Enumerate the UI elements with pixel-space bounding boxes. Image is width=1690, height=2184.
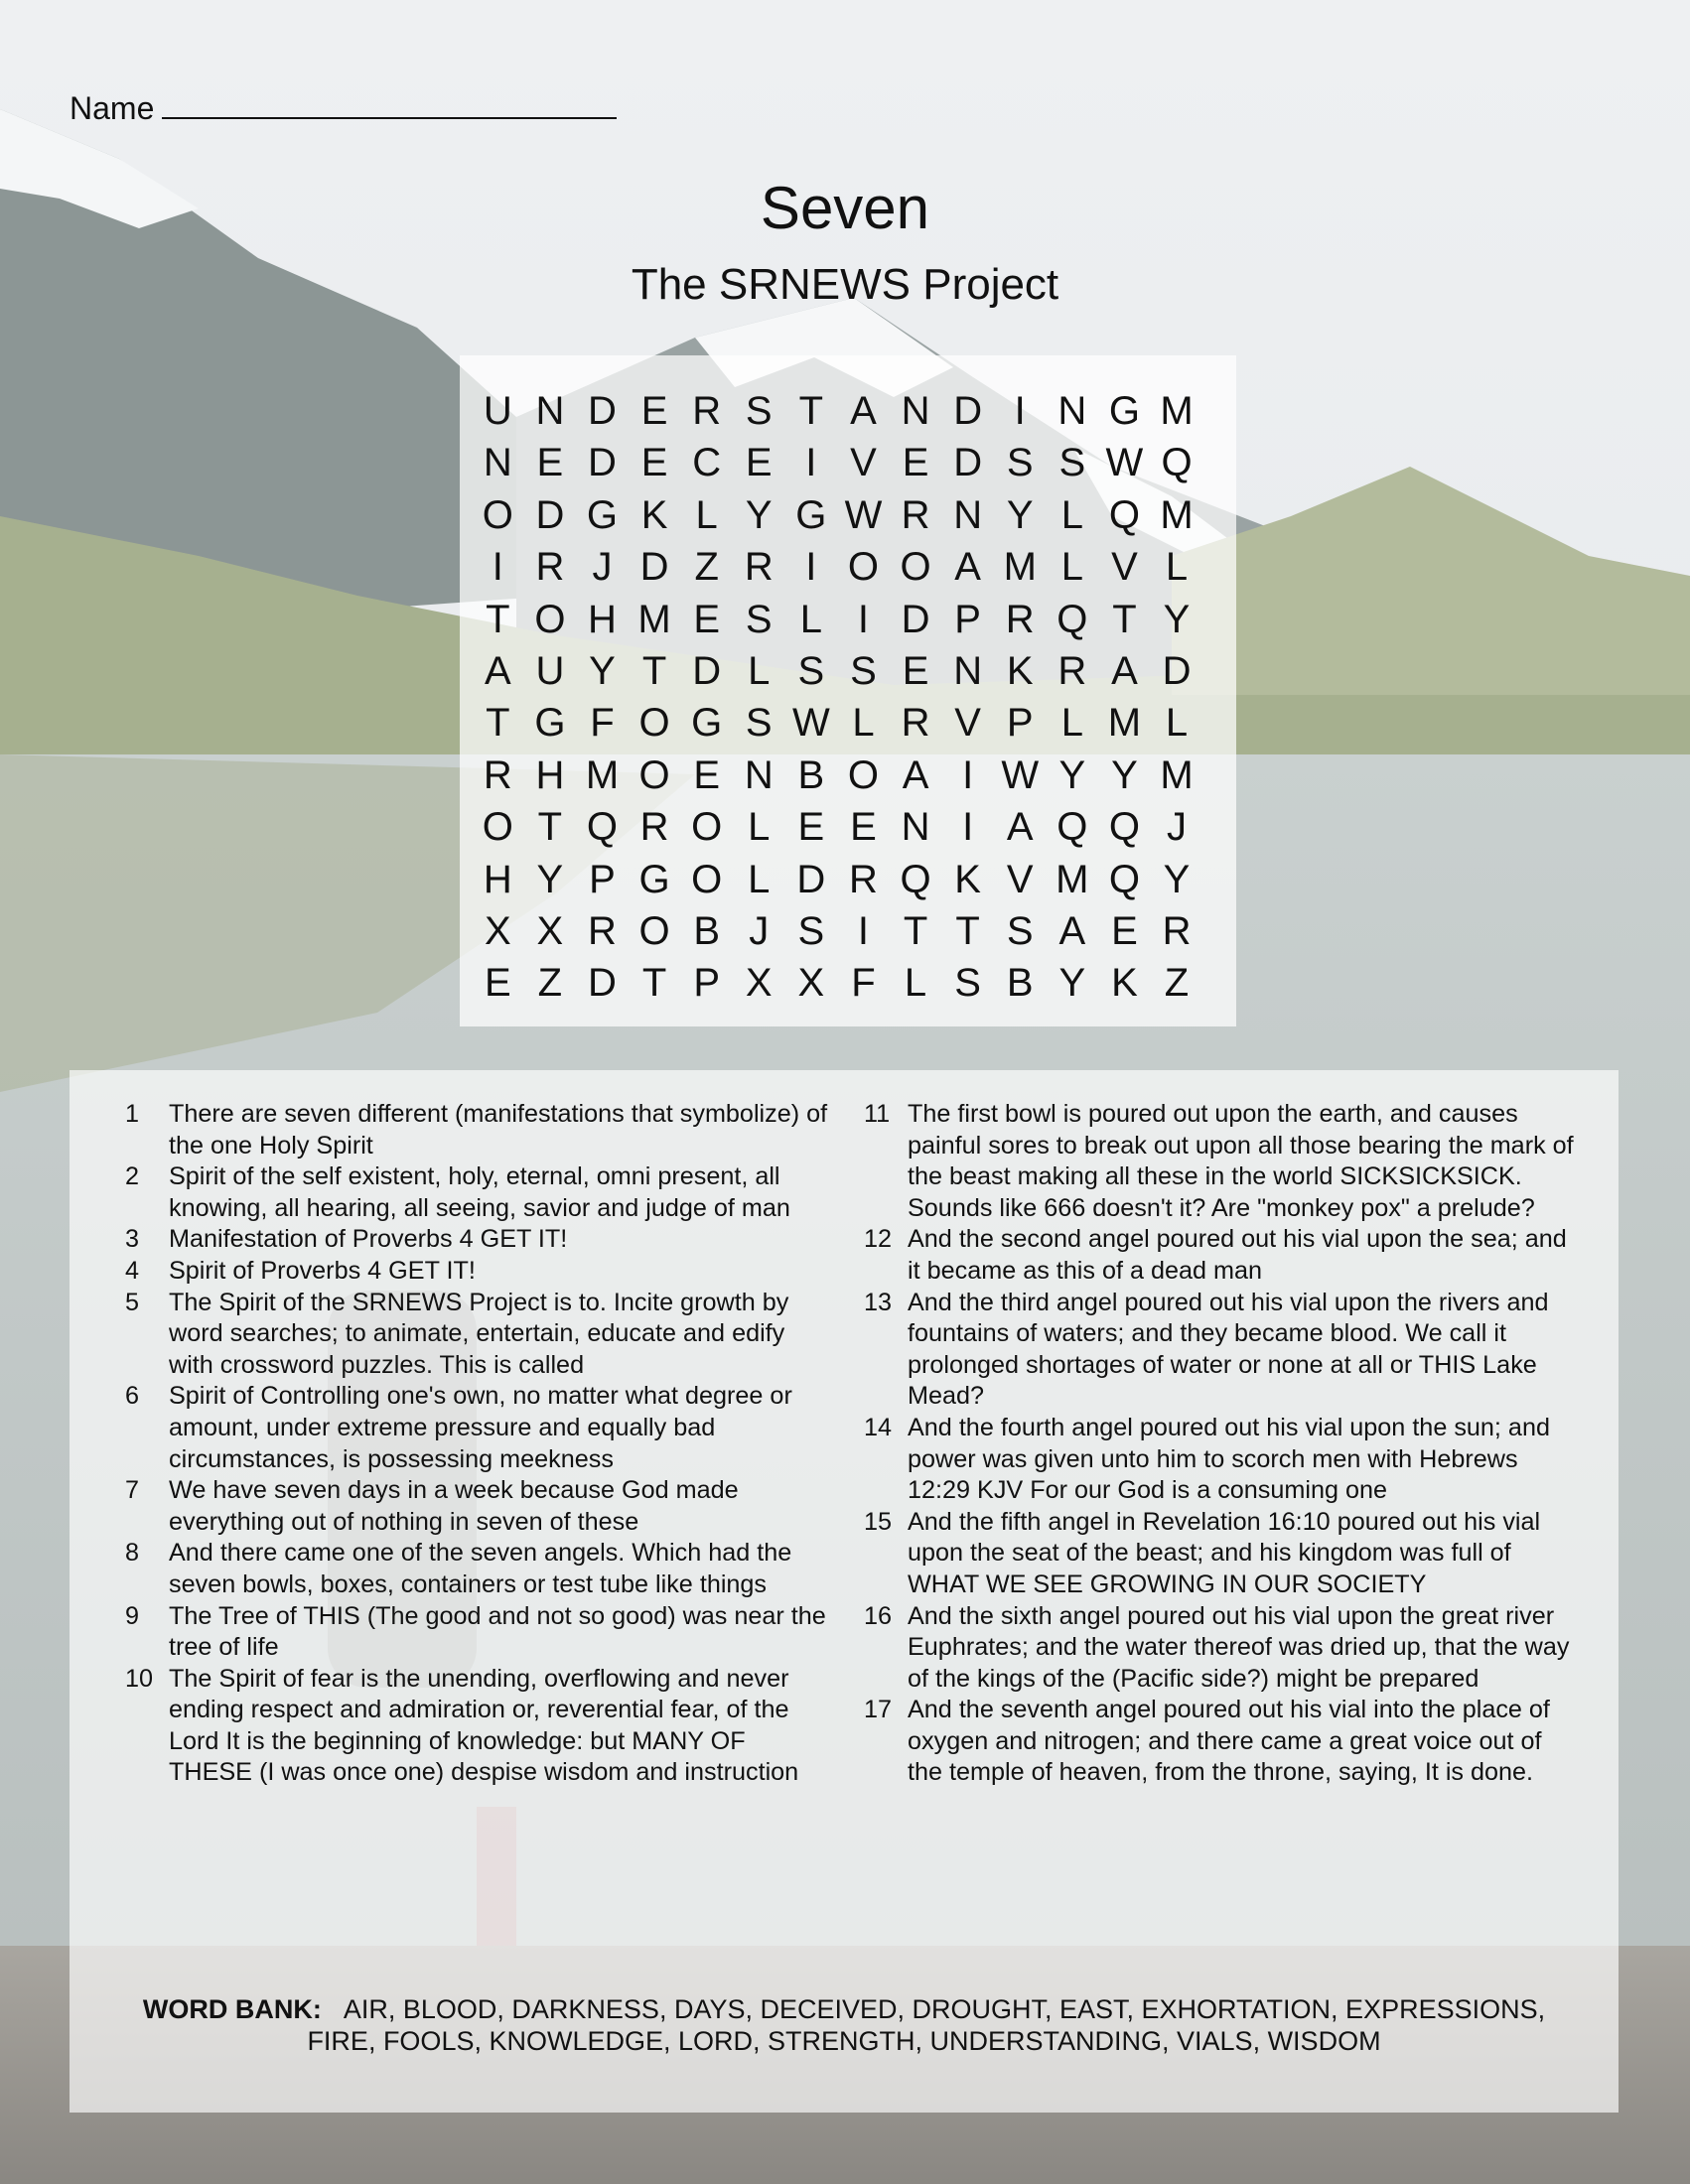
grid-letter: L (1165, 545, 1189, 590)
grid-letter: Q (1161, 441, 1193, 485)
grid-letter: G (586, 492, 619, 537)
clue-number: 6 (125, 1382, 140, 1411)
grid-letter: L (748, 648, 771, 693)
grid-letter: I (805, 441, 817, 485)
grid-letter: E (745, 441, 773, 485)
grid-letter: Y (1163, 857, 1191, 901)
grid-letter: B (693, 908, 721, 953)
grid-letter: Y (589, 648, 616, 693)
clue-item (864, 1413, 1579, 1507)
grid-letter: T (955, 908, 980, 953)
clue-text: And the second angel poured out his vial upon the sea; and it became as this of a dead man (908, 1225, 1567, 1285)
clue-number: 4 (125, 1256, 140, 1285)
grid-letter: L (1165, 701, 1189, 746)
grid-letter: V (1111, 545, 1138, 590)
grid-letter: E (640, 389, 668, 433)
grid-row (472, 437, 1230, 488)
grid-letter: S (745, 597, 773, 641)
grid-letter: O (638, 752, 670, 797)
grid-letter: N (1057, 389, 1087, 433)
grid-letter: O (847, 752, 880, 797)
grid-letter: B (1006, 961, 1034, 1006)
grid-letter: S (850, 648, 877, 693)
grid-letter: Z (694, 545, 719, 590)
grid-letter: R (692, 389, 722, 433)
clue-text: The Spirit of fear is the unending, overflowing and never ending respect and admiration or, reverential fear, of the Lord It is the beginning of knowledge: but MANY OF THESE (I was once one) despise wisdom and instruction (169, 1664, 799, 1787)
grid-letter: O (691, 805, 723, 850)
grid-row (472, 905, 1230, 957)
grid-letter: M (1160, 389, 1194, 433)
grid-letter: S (797, 648, 825, 693)
grid-letter: S (1006, 908, 1034, 953)
grid-letter: I (857, 597, 870, 641)
grid-letter: E (902, 441, 929, 485)
clue-number: 3 (125, 1225, 140, 1254)
grid-letter: K (1111, 961, 1138, 1006)
grid-letter: A (1006, 805, 1034, 850)
grid-letter: N (483, 441, 512, 485)
grid-letter: N (744, 752, 774, 797)
grid-letter: W (791, 701, 830, 746)
grid-letter: P (693, 961, 721, 1006)
grid-letter: L (1060, 492, 1083, 537)
grid-letter: E (640, 441, 668, 485)
grid-letter: Q (1108, 857, 1140, 901)
grid-letter: D (953, 389, 983, 433)
word-bank (70, 1993, 1619, 2057)
clue-item (864, 1224, 1579, 1287)
grid-letter: M (1160, 492, 1194, 537)
grid-letter: M (1003, 545, 1037, 590)
grid-letter: Y (1006, 492, 1034, 537)
grid-letter: T (486, 597, 510, 641)
grid-letter: M (585, 752, 620, 797)
grid-letter: O (482, 805, 513, 850)
grid-letter: N (953, 492, 983, 537)
clue-number: 12 (864, 1225, 893, 1254)
grid-letter: L (1060, 701, 1083, 746)
grid-letter: Y (745, 492, 773, 537)
grid-letter: C (692, 441, 722, 485)
grid-letter: D (588, 441, 617, 485)
grid-letter: Q (1056, 597, 1088, 641)
grid-letter: S (745, 389, 773, 433)
clue-text: Spirit of the self existent, holy, eternal, omni present, all knowing, all hearing, all seeing, savior and judge of man (169, 1162, 790, 1222)
grid-letter: R (535, 545, 565, 590)
grid-letter: F (590, 701, 615, 746)
grid-letter: P (1006, 701, 1034, 746)
grid-letter: U (483, 389, 512, 433)
grid-letter: T (486, 701, 510, 746)
grid-letter: D (901, 597, 930, 641)
clue-text: The Tree of THIS (The good and not so good) was near the tree of life (169, 1601, 826, 1662)
name-label: Name (70, 90, 155, 126)
clue-item (117, 1224, 832, 1256)
clue-number: 11 (864, 1100, 891, 1128)
grid-letter: G (691, 701, 723, 746)
grid-letter: A (1111, 648, 1138, 693)
grid-letter: O (638, 701, 670, 746)
grid-letter: W (844, 492, 883, 537)
clue-number: 9 (125, 1601, 140, 1630)
grid-letter: R (901, 492, 930, 537)
clue-text: The Spirit of the SRNEWS Project is to. Incite growth by word searches; to animate, entertain, educate and edify with crossword puzzles. This is called (169, 1288, 789, 1379)
grid-letter: O (847, 545, 880, 590)
grid-letter: R (901, 701, 930, 746)
grid-letter: K (1006, 648, 1034, 693)
grid-letter: Q (1056, 805, 1088, 850)
clue-text: Manifestation of Proverbs 4 GET IT! (169, 1225, 568, 1254)
grid-letter: F (851, 961, 876, 1006)
grid-row (472, 541, 1230, 593)
grid-letter: G (638, 857, 670, 901)
clues-column-right (864, 1099, 1579, 1789)
clue-text: The first bowl is poured out upon the earth, and causes painful sores to break out upon all those bearing the mark of the beast making all these in the world SICKSICKSICK. Sounds like 666 doesn't it? Are "monkey pox" a prelude? (908, 1100, 1574, 1222)
grid-letter: Y (1058, 961, 1086, 1006)
grid-letter: X (745, 961, 773, 1006)
grid-letter: H (535, 752, 565, 797)
clue-text: And the fifth angel in Revelation 16:10 poured out his vial upon the seat of the beast; and his kingdom was full of WHAT WE SEE GROWING IN OUR SOCIETY (908, 1507, 1541, 1598)
grid-letter: E (902, 648, 929, 693)
clue-number: 8 (125, 1539, 140, 1568)
grid-letter: E (536, 441, 564, 485)
grid-letter: W (1105, 441, 1144, 485)
grid-letter: O (638, 908, 670, 953)
grid-letter: T (903, 908, 928, 953)
grid-letter: U (535, 648, 565, 693)
grid-letter: V (1006, 857, 1034, 901)
grid-letter: E (484, 961, 511, 1006)
grid-row (472, 594, 1230, 645)
clue-number: 15 (864, 1507, 893, 1536)
grid-row (472, 489, 1230, 541)
grid-letter: G (1108, 389, 1140, 433)
clue-text: We have seven days in a week because God made everything out of nothing in seven of these (169, 1476, 739, 1536)
grid-letter: N (901, 805, 930, 850)
grid-letter: O (691, 857, 723, 901)
grid-letter: L (852, 701, 875, 746)
grid-letter: S (797, 908, 825, 953)
grid-letter: G (534, 701, 566, 746)
grid-letter: I (962, 752, 974, 797)
grid-letter: V (954, 701, 981, 746)
clue-item (117, 1475, 832, 1538)
grid-letter: I (805, 545, 817, 590)
clue-item (117, 1161, 832, 1224)
grid-letter: M (1160, 752, 1194, 797)
grid-row (472, 385, 1230, 437)
word-bank-label: WORD BANK: (142, 1994, 322, 2024)
clues-column-left (117, 1099, 832, 1789)
grid-letter: G (795, 492, 827, 537)
clue-item (864, 1507, 1579, 1601)
grid-letter: D (1162, 648, 1192, 693)
clue-number: 2 (125, 1162, 140, 1191)
grid-letter: Z (537, 961, 563, 1006)
grid-letter: S (954, 961, 981, 1006)
grid-letter: L (904, 961, 927, 1006)
clue-item (864, 1695, 1579, 1789)
grid-letter: S (745, 701, 773, 746)
grid-letter: W (1001, 752, 1040, 797)
clue-text: And the third angel poured out his vial upon the rivers and fountains of waters; and they became blood. We call it prolonged shortages of water or none at all or THIS Lake Mead? (908, 1288, 1549, 1411)
grid-letter: D (535, 492, 565, 537)
grid-letter: R (744, 545, 774, 590)
name-blank (162, 87, 617, 119)
grid-letter: Y (536, 857, 564, 901)
page-subtitle: The SRNEWS Project (631, 260, 1059, 309)
grid-letter: H (483, 857, 512, 901)
clue-text: Spirit of Controlling one's own, no matter what degree or amount, under extreme pressure and equally bad circumstances, is possessing meekness (169, 1382, 792, 1473)
clue-item (117, 1099, 832, 1161)
grid-letter: R (1005, 597, 1035, 641)
grid-letter: D (639, 545, 669, 590)
grid-letter: I (492, 545, 503, 590)
grid-row (472, 801, 1230, 853)
clue-item (864, 1601, 1579, 1696)
grid-letter: X (797, 961, 825, 1006)
clue-number: 5 (125, 1288, 140, 1316)
grid-letter: M (1056, 857, 1089, 901)
grid-letter: A (484, 648, 511, 693)
clue-item (864, 1099, 1579, 1224)
clue-number: 1 (125, 1100, 140, 1128)
grid-letter: S (1006, 441, 1034, 485)
grid-letter: E (850, 805, 877, 850)
grid-letter: E (693, 752, 721, 797)
grid-letter: I (1014, 389, 1026, 433)
grid-letter: L (695, 492, 718, 537)
grid-row (472, 957, 1230, 1009)
clue-number: 17 (864, 1696, 893, 1724)
grid-letter: D (796, 857, 826, 901)
grid-letter: O (534, 597, 566, 641)
grid-letter: L (799, 597, 822, 641)
grid-letter: N (901, 389, 930, 433)
grid-row (472, 645, 1230, 697)
word-search-grid (472, 385, 1230, 1010)
grid-letter: K (640, 492, 668, 537)
clues-panel (70, 1070, 1619, 2113)
grid-letter: Q (1108, 492, 1140, 537)
grid-letter: E (693, 597, 721, 641)
grid-letter: A (954, 545, 981, 590)
grid-letter: D (692, 648, 722, 693)
clue-item (117, 1381, 832, 1475)
name-field-line (70, 87, 617, 127)
word-bank-line-2: FIRE, FOOLS, KNOWLEDGE, LORD, STRENGTH, UNDERSTANDING, VIALS, WISDOM (307, 2026, 1381, 2056)
grid-letter: B (797, 752, 825, 797)
grid-letter: R (588, 908, 617, 953)
grid-letter: T (1112, 597, 1137, 641)
grid-letter: A (902, 752, 929, 797)
clue-number: 16 (864, 1601, 893, 1630)
grid-row (472, 697, 1230, 749)
grid-letter: Y (1058, 752, 1086, 797)
grid-letter: P (589, 857, 616, 901)
grid-letter: J (1167, 805, 1188, 850)
clue-number: 13 (864, 1288, 893, 1316)
grid-letter: A (850, 389, 877, 433)
grid-letter: E (797, 805, 825, 850)
grid-letter: O (900, 545, 931, 590)
grid-letter: Q (900, 857, 931, 901)
page-title: Seven (760, 175, 930, 241)
grid-letter: A (1058, 908, 1086, 953)
grid-letter: R (483, 752, 512, 797)
clue-text: And the sixth angel poured out his vial upon the great river Euphrates; and the water thereof was dried up, that the way of the kings of the (Pacific side?) might be prepared (908, 1601, 1570, 1693)
grid-letter: Z (1164, 961, 1190, 1006)
clue-text: And the seventh angel poured out his vial into the place of oxygen and nitrogen; and there came a great voice out of the temple of heaven, from the throne, saying, It is done. (908, 1696, 1550, 1787)
clue-text: And the fourth angel poured out his vial upon the sun; and power was given unto him to scorch men with Hebrews 12:29 KJV For our God is a consuming one (908, 1413, 1550, 1505)
grid-letter: T (641, 648, 667, 693)
grid-letter: M (637, 597, 671, 641)
clue-item (117, 1601, 832, 1664)
grid-letter: X (484, 908, 511, 953)
grid-letter: X (536, 908, 564, 953)
clue-text: Spirit of Proverbs 4 GET IT! (169, 1256, 476, 1285)
grid-letter: T (798, 389, 824, 433)
grid-letter: L (1060, 545, 1083, 590)
grid-letter: E (1111, 908, 1138, 953)
grid-letter: I (857, 908, 870, 953)
word-search-panel (460, 355, 1236, 1026)
grid-letter: I (962, 805, 974, 850)
grid-row (472, 854, 1230, 905)
grid-letter: S (1058, 441, 1086, 485)
grid-letter: T (641, 961, 667, 1006)
clue-number: 10 (125, 1664, 154, 1693)
grid-letter: V (850, 441, 877, 485)
grid-letter: T (537, 805, 563, 850)
clue-item (864, 1288, 1579, 1413)
grid-letter: L (748, 805, 771, 850)
grid-letter: M (1107, 701, 1142, 746)
grid-letter: N (953, 648, 983, 693)
clue-text: And there came one of the seven angels. Which had the seven bowls, boxes, containers or test tube like things (169, 1539, 792, 1598)
grid-letter: O (482, 492, 513, 537)
grid-letter: D (953, 441, 983, 485)
grid-letter: D (588, 961, 617, 1006)
grid-letter: R (849, 857, 878, 901)
grid-letter: N (535, 389, 565, 433)
grid-letter: P (954, 597, 981, 641)
word-bank-line-1: AIR, BLOOD, DARKNESS, DAYS, DECEIVED, DROUGHT, EAST, EXHORTATION, EXPRESSIONS, (343, 1994, 1546, 2024)
grid-letter: K (954, 857, 981, 901)
clue-item (117, 1664, 832, 1789)
grid-letter: J (749, 908, 770, 953)
grid-letter: L (748, 857, 771, 901)
grid-row (472, 750, 1230, 801)
clue-text: There are seven different (manifestations that symbolize) of the one Holy Spirit (169, 1100, 828, 1160)
clue-item (117, 1538, 832, 1600)
clue-item (117, 1288, 832, 1382)
grid-letter: Y (1163, 597, 1191, 641)
grid-letter: J (592, 545, 613, 590)
clue-number: 14 (864, 1413, 893, 1441)
grid-letter: R (1057, 648, 1087, 693)
grid-letter: Q (1108, 805, 1140, 850)
clue-item (117, 1256, 832, 1288)
grid-letter: Q (586, 805, 619, 850)
grid-letter: R (1162, 908, 1192, 953)
grid-letter: R (639, 805, 669, 850)
grid-letter: H (588, 597, 617, 641)
grid-letter: Y (1111, 752, 1138, 797)
grid-letter: D (588, 389, 617, 433)
clue-number: 7 (125, 1476, 140, 1505)
